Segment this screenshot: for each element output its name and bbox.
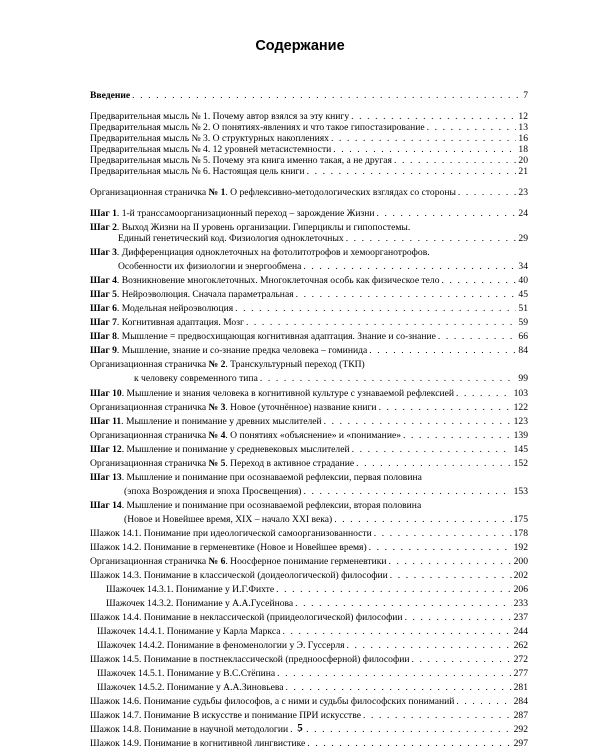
- toc-page-number: 233: [513, 598, 528, 609]
- toc-entry-continuation[interactable]: [118, 261, 528, 272]
- toc-subentry[interactable]: [97, 626, 528, 637]
- toc-entry-text: . 1-й транссамоорганизационный переход – зарождение Жизни: [116, 208, 375, 219]
- toc-entry-text: Шажочек 14.5.2. Понимание у А.А.Зиновьева: [97, 682, 284, 693]
- leader-dots: [405, 612, 512, 623]
- toc-page-number: 122: [513, 402, 528, 413]
- leader-dots: [369, 542, 512, 553]
- toc-entry-bold: Шаг 8: [90, 331, 117, 342]
- toc-entry-text: . Возникновение многоклеточных. Многоклеточная особь как физическое тело: [116, 275, 440, 286]
- toc-entry-text: . Мышление и понимание при осознаваемой рефлексии, вторая половина: [121, 500, 422, 511]
- toc-entry[interactable]: [90, 738, 528, 749]
- toc-entry[interactable]: [90, 90, 528, 101]
- toc-entry-text: Особенности их физиологии и энергообмена: [118, 261, 302, 272]
- toc-entry-text: Предварительная мысль № 4. 12 уровней метасистемности: [90, 144, 332, 155]
- toc-entry[interactable]: [90, 155, 528, 166]
- toc-page-number: 24: [518, 208, 528, 219]
- toc-entry[interactable]: [90, 388, 528, 399]
- toc-entry-bold: Шаг 7: [90, 317, 117, 328]
- toc-entry-text: . Мышление, знание и со-знание предка человека – гоминида: [116, 345, 368, 356]
- toc-entry-text: Предварительная мысль № 3. О структурных накоплениях: [90, 133, 329, 144]
- toc-entry-text: Предварительная мысль № 6. Настоящая цель книги: [90, 166, 305, 177]
- toc-page-number: 206: [513, 584, 528, 595]
- leader-dots: [356, 458, 512, 469]
- toc-entry-text: . Мышление и понимание у древних мыслителей: [121, 416, 322, 427]
- toc-entry-text: . О понятиях «объяснение» и «понимание»: [225, 430, 402, 441]
- leader-dots: [246, 317, 516, 328]
- toc-entry-bold: Шаг 5: [90, 289, 117, 300]
- page-number: 5: [297, 722, 303, 734]
- toc-entry-bold: № 6: [208, 556, 226, 567]
- toc-page-number: 202: [513, 570, 528, 581]
- leader-dots: [374, 528, 512, 539]
- leader-dots: [351, 111, 516, 122]
- toc-page-number: 200: [513, 556, 528, 567]
- leader-dots: [369, 345, 516, 356]
- toc-subentry[interactable]: [97, 668, 528, 679]
- toc-entry[interactable]: [90, 402, 528, 413]
- toc-page-number: 152: [513, 458, 528, 469]
- toc-entry-continuation[interactable]: [134, 373, 528, 384]
- toc-entry-bold: Шаг 12: [90, 444, 122, 455]
- toc-page-number: 175: [513, 514, 528, 525]
- toc-entry-text: . Транскультурный переход (ТКП): [225, 359, 365, 370]
- toc-page-number: 12: [518, 111, 528, 122]
- toc-page-number: 192: [513, 542, 528, 553]
- toc-page-number: 178: [513, 528, 528, 539]
- toc-page-number: 145: [513, 444, 528, 455]
- toc-entry-text: Шажочек 14.4.1. Понимание у Карла Маркса: [97, 626, 281, 637]
- toc-page-number: 40: [518, 275, 528, 286]
- toc-entry-text: . Нейроэволюция. Сначала параметральная: [116, 289, 294, 300]
- toc-subentry[interactable]: [97, 640, 528, 651]
- leader-dots: [458, 187, 517, 198]
- toc-page-number: 277: [513, 668, 528, 679]
- toc-entry-text: (Новое и Новейшее время, XIX – начало XXI века): [124, 514, 333, 525]
- toc-entry-bold: № 2: [208, 359, 226, 370]
- toc-entry-text: . Мышление и понимание у средневековых мыслителей: [121, 444, 350, 455]
- leader-dots: [282, 626, 511, 637]
- toc-page-number: 21: [518, 166, 528, 177]
- toc-entry-text: . Модельная нейроэволюция: [116, 303, 234, 314]
- toc-entry-text: Шажок 14.7. Понимание В искусстве и понимание ПРИ искусстве: [90, 710, 361, 721]
- toc-entry[interactable]: [90, 612, 528, 623]
- toc-entry-text: Шажок 14.8. Понимание в научной методологии: [90, 724, 289, 735]
- toc-entry[interactable]: [90, 247, 528, 258]
- leader-dots: [442, 275, 517, 286]
- toc-entry-text: (эпоха Возрождения и эпоха Просвещения): [124, 486, 302, 497]
- leader-dots: [296, 289, 517, 300]
- toc-entry[interactable]: [90, 556, 528, 567]
- leader-dots: [379, 402, 512, 413]
- toc-page-number: 45: [518, 289, 528, 300]
- toc-page-number: 139: [513, 430, 528, 441]
- toc-page-number: 123: [513, 416, 528, 427]
- leader-dots: [260, 373, 517, 384]
- toc-page-number: 16: [518, 133, 528, 144]
- toc-entry-text: Шажочек 14.3.1. Понимание у И.Г.Фихте: [106, 584, 275, 595]
- toc-entry-continuation[interactable]: [124, 486, 528, 497]
- leader-dots: [324, 416, 512, 427]
- toc-entry[interactable]: [90, 187, 528, 198]
- toc-entry-text: Предварительная мысль № 5. Почему эта книга именно такая, а не другая: [90, 155, 392, 166]
- toc-page-number: 34: [518, 261, 528, 272]
- toc-entry-bold: Шаг 10: [90, 388, 122, 399]
- toc-page-number: 7: [523, 90, 528, 101]
- leader-dots: [276, 584, 512, 595]
- page-title: Содержание: [255, 38, 345, 54]
- toc-entry-prefix: Организационная страничка: [90, 359, 209, 370]
- toc-entry[interactable]: [90, 166, 528, 177]
- toc-entry-text: Шажок 14.1. Понимание при идеологической самоорганизованности: [90, 528, 372, 539]
- toc-entry-prefix: Организационная страничка: [90, 187, 209, 198]
- leader-dots: [303, 261, 516, 272]
- toc-page-number: 284: [513, 696, 528, 707]
- toc-entry-text: . Когнитивная адаптация. Мозг: [116, 317, 244, 328]
- toc-page-number: 153: [513, 486, 528, 497]
- leader-dots: [303, 486, 511, 497]
- toc-entry-bold: Шаг 14: [90, 500, 122, 511]
- leader-dots: [286, 682, 512, 693]
- leader-dots: [456, 388, 512, 399]
- leader-dots: [438, 331, 517, 342]
- toc-entry-text: . О рефлексивно-методологических взглядах со стороны: [225, 187, 456, 198]
- leader-dots: [235, 303, 516, 314]
- toc-page-number: 66: [518, 331, 528, 342]
- toc-entry-prefix: Организационная страничка: [90, 458, 209, 469]
- toc-entry-text: Шажочек 14.3.2. Понимание у А.А.Гусейнова: [106, 598, 294, 609]
- toc-entry-continuation[interactable]: [118, 233, 528, 244]
- toc-entry-text: Предварительная мысль № 1. Почему автор взялся за эту книгу: [90, 111, 350, 122]
- toc-entry[interactable]: [90, 710, 528, 721]
- leader-dots: [334, 514, 511, 525]
- toc-entry-text: Шажок 14.2. Понимание в герменевтике (Новое и Новейшее время): [90, 542, 367, 553]
- leader-dots: [389, 556, 512, 567]
- leader-dots: [307, 166, 517, 177]
- leader-dots: [295, 598, 511, 609]
- toc-entry[interactable]: [90, 275, 528, 286]
- toc-entry-bold: Шаг 13: [90, 472, 122, 483]
- toc-entry-bold: Шаг 2: [90, 222, 117, 233]
- toc-subentry[interactable]: [106, 598, 528, 609]
- toc-page-number: 23: [518, 187, 528, 198]
- toc-entry-text: Шажок 14.4. Понимание в неклассической (приидеологической) философии: [90, 612, 403, 623]
- leader-dots: [363, 710, 512, 721]
- toc-entry-text: Шажок 14.9. Понимание в когнитивной лингвистике: [90, 738, 306, 749]
- toc-entry-bold: № 1: [208, 187, 226, 198]
- toc-entry[interactable]: [90, 289, 528, 300]
- toc-entry-bold: № 4: [208, 430, 226, 441]
- toc-entry-text: Шажок 14.3. Понимание в классической (доидеологической) философии: [90, 570, 388, 581]
- toc-page-number: 281: [513, 682, 528, 693]
- toc-entry-text: Шажочек 14.4.2. Понимание в феноменологии у Э. Гуссерля: [97, 640, 345, 651]
- leader-dots: [277, 668, 511, 679]
- leader-dots: [427, 122, 517, 133]
- toc-entry-bold: Шаг 3: [90, 247, 117, 258]
- toc-page-number: 272: [513, 654, 528, 665]
- toc-entry-prefix: Организационная страничка: [90, 402, 209, 413]
- toc-entry-text: . Мышление = предвосхищающая когнитивная адаптация. Знание и со-знание: [116, 331, 436, 342]
- toc-page-number: 13: [518, 122, 528, 133]
- leader-dots: [394, 155, 516, 166]
- toc-entry-bold: № 5: [208, 458, 226, 469]
- toc-entry-text: . Мышление и понимание при осознаваемой рефлексии, первая половина: [121, 472, 422, 483]
- toc-entry-prefix: Организационная страничка: [90, 556, 209, 567]
- leader-dots: [390, 570, 512, 581]
- toc-entry-bold: Шаг 6: [90, 303, 117, 314]
- leader-dots: [333, 144, 516, 155]
- toc-page-number: 287: [513, 710, 528, 721]
- toc-entry[interactable]: [90, 208, 528, 219]
- toc-entry[interactable]: [90, 111, 528, 122]
- toc-page-number: 99: [518, 373, 528, 384]
- toc-entry[interactable]: [90, 331, 528, 342]
- toc-entry-text: к человеку современного типа: [134, 373, 258, 384]
- toc-entry[interactable]: [90, 570, 528, 581]
- toc-page-number: 244: [513, 626, 528, 637]
- toc-entry[interactable]: [90, 696, 528, 707]
- toc-entry-continuation[interactable]: [124, 514, 528, 525]
- toc-entry-text: Единый генетический код. Физиология одноклеточных: [118, 233, 344, 244]
- toc-page-number: 18: [518, 144, 528, 155]
- toc-subentry[interactable]: [106, 584, 528, 595]
- toc-entry[interactable]: [90, 303, 528, 314]
- leader-dots: [307, 738, 511, 749]
- toc-entry[interactable]: [90, 345, 528, 356]
- toc-entry[interactable]: [90, 122, 528, 133]
- leader-dots: [347, 640, 512, 651]
- toc-entry[interactable]: [90, 654, 528, 665]
- toc-entry-bold: Шаг 1: [90, 208, 117, 219]
- toc-page-number: 297: [513, 738, 528, 749]
- toc-entry[interactable]: [90, 500, 528, 511]
- toc-page-number: 51: [518, 303, 528, 314]
- toc-page-number: 59: [518, 317, 528, 328]
- leader-dots: [456, 696, 511, 707]
- toc-entry-text: Шажок 14.6. Понимание судьбы философов, а с ними и судьбы философских пониманий: [90, 696, 455, 707]
- toc-entry-text: Предварительная мысль № 2. О понятиях-явлениях и что такое гипостазирование: [90, 122, 425, 133]
- toc-page-number: 262: [513, 640, 528, 651]
- toc-page-number: 84: [518, 345, 528, 356]
- toc-entry-bold: Шаг 11: [90, 416, 122, 427]
- toc-entry[interactable]: [90, 472, 528, 483]
- toc-entry-bold: Введение: [90, 90, 131, 101]
- leader-dots: [411, 654, 511, 665]
- toc-page-number: 20: [518, 155, 528, 166]
- toc-entry[interactable]: [90, 222, 528, 233]
- toc-entry-prefix: Организационная страничка: [90, 430, 209, 441]
- toc-entry-text: . Новое (уточнённое) название книги: [225, 402, 377, 413]
- toc-entry-text: Шажок 14.5. Понимание в постнеклассической (предноосферной) философии: [90, 654, 410, 665]
- toc-entry[interactable]: [90, 133, 528, 144]
- toc-entry-text: . Выход Жизни на II уровень организации. Гиперциклы и гипопостемы.: [116, 222, 411, 233]
- toc-entry[interactable]: [90, 528, 528, 539]
- toc-entry[interactable]: [90, 416, 528, 427]
- leader-dots: [403, 430, 512, 441]
- toc-entry-bold: Шаг 4: [90, 275, 117, 286]
- leader-dots: [377, 208, 517, 219]
- toc-entry-bold: Шаг 9: [90, 345, 117, 356]
- toc-entry-text: . Ноосферное понимание герменевтики: [225, 556, 387, 567]
- leader-dots: [352, 444, 512, 455]
- toc-entry[interactable]: [90, 444, 528, 455]
- toc-entry-text: . Дифференциация одноклеточных на фотолитотрофов и хемоорганотрофов.: [116, 247, 430, 258]
- toc-entry-bold: № 3: [208, 402, 226, 413]
- toc-page-number: 237: [513, 612, 528, 623]
- toc-subentry[interactable]: [97, 682, 528, 693]
- toc-entry-text: . Переход в активное страдание: [225, 458, 355, 469]
- toc-entry[interactable]: [90, 144, 528, 155]
- leader-dots: [346, 233, 517, 244]
- toc-entry[interactable]: [90, 458, 528, 469]
- leader-dots: [132, 90, 521, 101]
- toc-page-number: 103: [513, 388, 528, 399]
- toc-entry[interactable]: [90, 542, 528, 553]
- toc-entry-text: Шажочек 14.5.1. Понимание у В.С.Стёпина: [97, 668, 276, 679]
- toc-entry[interactable]: [90, 359, 528, 370]
- toc-page-number: 292: [513, 724, 528, 735]
- toc-entry-text: . Мышление и знания человека в когнитивной культуре с узнаваемой рефлексией: [121, 388, 454, 399]
- toc-entry[interactable]: [90, 317, 528, 328]
- toc-entry[interactable]: [90, 430, 528, 441]
- toc-page-number: 29: [518, 233, 528, 244]
- leader-dots: [331, 133, 516, 144]
